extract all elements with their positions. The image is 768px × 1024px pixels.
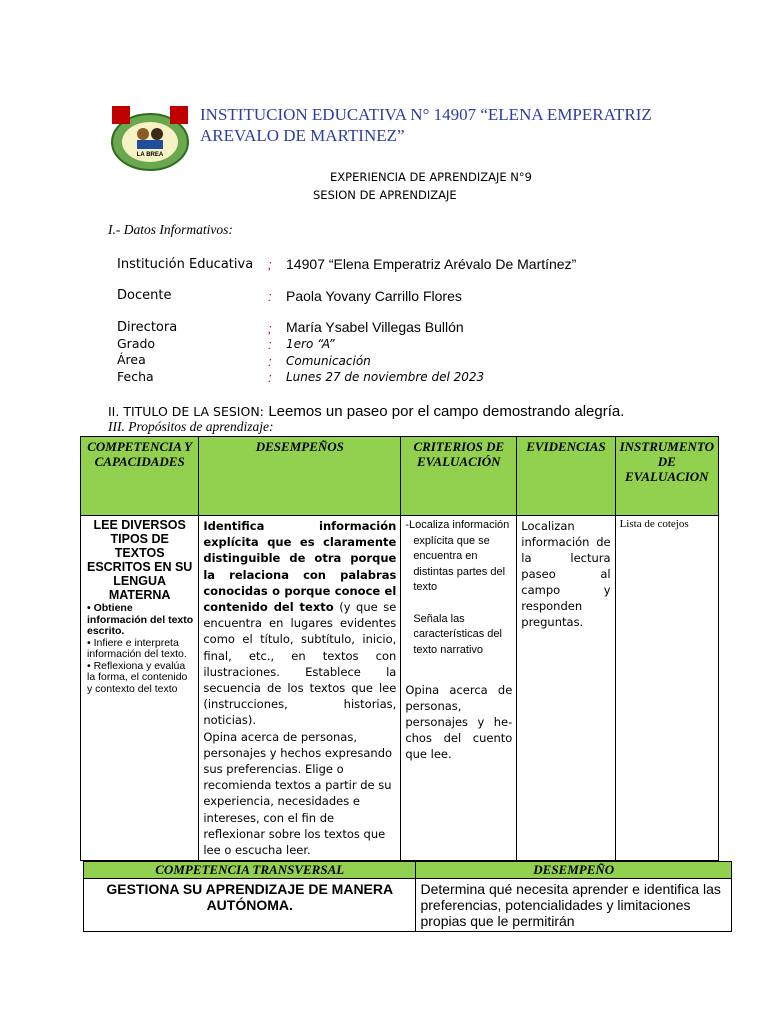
info-colon: ; [268, 321, 272, 336]
sesion-title: SESION DE APRENDIZAJE [313, 188, 457, 202]
desempeno-bold: Identifica información explícita que es claramente distinguible de otra porque la relaciona con palabras conocidas o porque conoce el contenido del texto [203, 519, 397, 615]
transversal-table [83, 861, 732, 932]
info-value-area: Comunicación [286, 354, 371, 368]
header-desempeno: DESEMPEÑO [416, 862, 732, 879]
section2-value: Leemos un paseo por el campo demostrando alegría. [268, 403, 625, 420]
info-colon: : [268, 337, 272, 352]
table-header-row [81, 437, 719, 516]
info-value-grado: 1ero “A” [286, 337, 335, 351]
cell-criterios [401, 516, 517, 861]
desempeno-extra: Opina acerca de personas, personajes y hechos expresando sus preferencias. Elige o recomienda textos a partir de su experiencia, necesidades e intereses, con el fin de reflexionar sobre los textos que lee o escucha leer. [203, 729, 393, 858]
section1-label: I.- Datos Informativos: [108, 222, 233, 237]
info-value-docente: Paola Yovany Carrillo Flores [286, 288, 462, 304]
capacidad-item: • Infiere e interpreta información del texto. [87, 636, 187, 660]
school-name: INSTITUCION EDUCATIVA N° 14907 “ELENA EMPERATRIZ AREVALO DE MARTINEZ” [200, 105, 652, 145]
school-logo [110, 104, 190, 172]
competencia-title: LEE DIVERSOS TIPOS DE TEXTOS ESCRITOS EN SU LENGUA MATERNA [86, 518, 193, 602]
criterio-opina: Opina acerca de personas, personajes y he-chos del cuento que lee. [405, 683, 513, 761]
section2-label: II. TITULO DE LA SESION: [108, 404, 264, 419]
section3-label: III. Propósitos de aprendizaje: [108, 419, 274, 434]
criterio-item: Señala las características del texto narrativo [413, 612, 502, 656]
table-row [84, 879, 732, 932]
header-competencia-transversal: COMPETENCIA TRANSVERSAL [84, 862, 416, 879]
info-colon: ; [268, 257, 272, 272]
cell-desempenos [199, 516, 401, 861]
info-label-fecha: Fecha [117, 369, 154, 384]
header-desempenos: DESEMPEÑOS [199, 437, 401, 516]
cell-competencia [81, 516, 199, 861]
header-evidencias: EVIDENCIAS [517, 437, 615, 516]
info-value-fecha: Lunes 27 de noviembre del 2023 [286, 370, 485, 384]
info-label-area: Área [117, 352, 146, 367]
info-label-institucion: Institución Educativa [117, 257, 254, 272]
capacidad-item: • Reflexiona y evalúa la forma, el contenido y contexto del texto [87, 659, 188, 695]
cell-instrumento: Lista de cotejos [615, 516, 718, 861]
info-label-grado: Grado [117, 336, 156, 351]
info-colon: : [268, 354, 272, 369]
criterio-item: -Localiza información explícita que se encuentra en distintas partes del texto [405, 519, 510, 593]
info-colon: : [268, 370, 272, 385]
cell-competencia-transversal: GESTIONA SU APRENDIZAJE DE MANERA AUTÓNOMA. [84, 879, 416, 932]
experiencia-title: EXPERIENCIA DE APRENDIZAJE N°9 [330, 170, 532, 184]
info-value-institucion: 14907 “Elena Emperatriz Arévalo De Martínez” [286, 256, 577, 272]
table-header-row [84, 862, 732, 879]
desempeno-rest: (y que se encuentra en lugares evidentes como el título, subtítulo, inicio, final, etc., en textos con ilustraciones. Establece la secuencia de los textos que lee (instrucciones, historias, noticias). [203, 600, 397, 728]
cell-desempeno-transversal: Determina qué necesita aprender e identifica las preferencias, potencialidades y limitaciones propias que le permitirán [416, 879, 732, 932]
header-instrumento: INSTRUMENTO DE EVALUACION [615, 437, 718, 516]
table-row [81, 516, 719, 861]
header-competencia: COMPETENCIA Y CAPACIDADES [81, 437, 199, 516]
info-value-directora: María Ysabel Villegas Bullón [286, 319, 464, 335]
propositos-table [80, 436, 719, 861]
info-label-directora: Directora [117, 320, 178, 335]
header-criterios: CRITERIOS DE EVALUACIÓN [401, 437, 517, 516]
svg-text:LA BREA: LA BREA [136, 152, 164, 158]
info-label-docente: Docente [117, 288, 172, 303]
info-colon: : [268, 289, 272, 304]
capacidades-list [85, 603, 194, 695]
cell-evidencias: Localizan información de la lectura paseo al campo y responden preguntas. [517, 516, 615, 861]
capacidad-item: • Obtiene información del texto escrito. [87, 602, 194, 637]
